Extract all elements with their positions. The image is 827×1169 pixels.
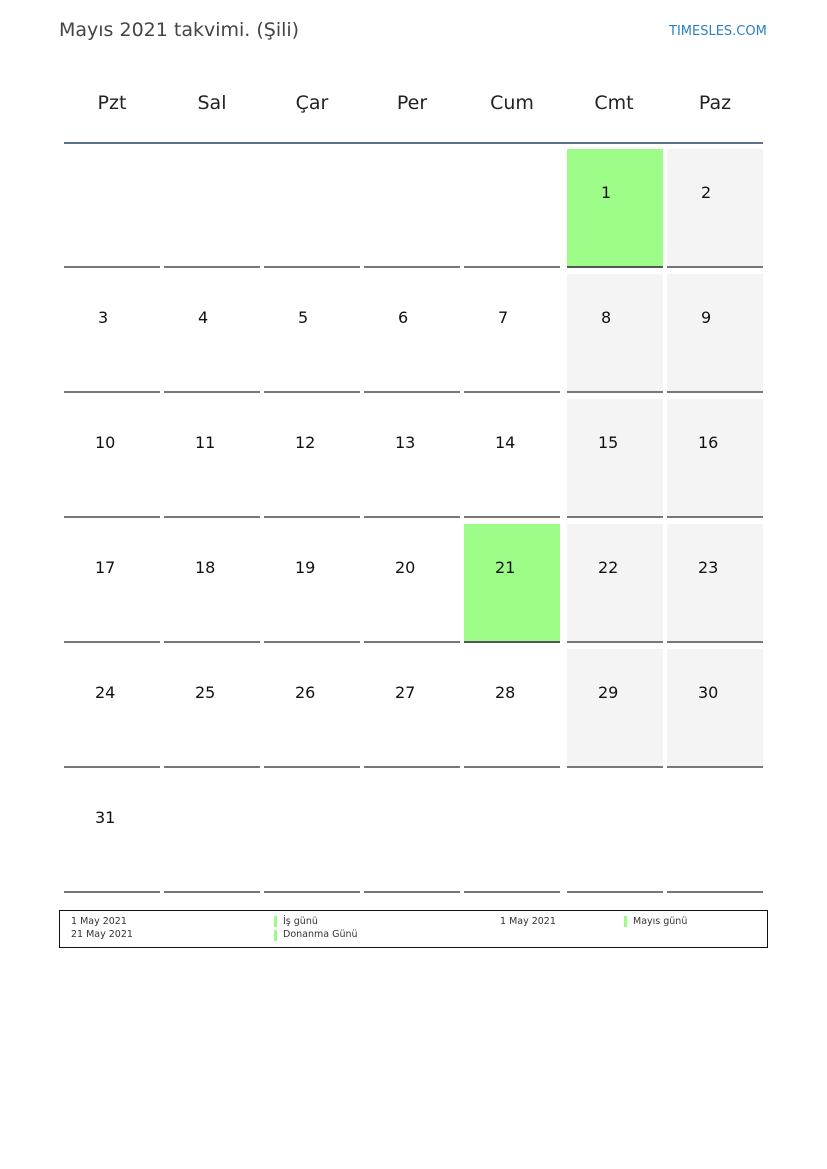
day-number: 10 <box>95 433 116 452</box>
calendar-day-cell <box>364 399 460 518</box>
weekday-thu: Per <box>396 92 428 114</box>
legend-holiday-name: Mayıs günü <box>633 916 688 927</box>
calendar-empty-cell <box>567 774 663 893</box>
day-number: 1 <box>601 183 612 202</box>
legend-date: 1 May 2021 <box>500 916 556 927</box>
day-number: 7 <box>498 308 509 327</box>
day-number: 29 <box>598 683 619 702</box>
legend-holiday-name: İş günü <box>283 916 318 927</box>
calendar-day-cell <box>567 274 663 393</box>
day-number: 11 <box>195 433 216 452</box>
day-number: 4 <box>198 308 209 327</box>
day-number: 26 <box>295 683 316 702</box>
calendar-day-cell <box>264 649 360 768</box>
calendar-empty-cell <box>264 774 360 893</box>
page-title: Mayıs 2021 takvimi. (Şili) <box>59 19 300 41</box>
weekday-tue: Sal <box>197 92 227 114</box>
day-number: 3 <box>98 308 109 327</box>
calendar-day-cell <box>64 524 160 643</box>
calendar-day-cell <box>164 649 260 768</box>
calendar-day-cell <box>264 399 360 518</box>
calendar-day-cell <box>667 649 763 768</box>
day-number: 19 <box>295 558 316 577</box>
day-number: 24 <box>95 683 116 702</box>
day-number: 20 <box>395 558 416 577</box>
calendar-day-cell <box>364 524 460 643</box>
calendar-day-cell <box>667 149 763 268</box>
legend-holiday-name: Donanma Günü <box>283 929 358 940</box>
day-number: 16 <box>698 433 719 452</box>
calendar-day-cell <box>464 399 560 518</box>
calendar-empty-cell <box>464 774 560 893</box>
day-number: 8 <box>601 308 612 327</box>
calendar-day-cell <box>364 649 460 768</box>
calendar-day-cell <box>64 774 160 893</box>
calendar-day-cell <box>164 274 260 393</box>
day-number: 30 <box>698 683 719 702</box>
day-number: 9 <box>701 308 712 327</box>
day-number: 2 <box>701 183 712 202</box>
day-number: 5 <box>298 308 309 327</box>
calendar-day-cell <box>567 399 663 518</box>
calendar-day-cell <box>667 274 763 393</box>
calendar-day-cell <box>567 649 663 768</box>
calendar-day-cell <box>64 399 160 518</box>
legend-color-marker <box>274 930 277 941</box>
day-number: 21 <box>495 558 516 577</box>
day-number: 6 <box>398 308 409 327</box>
day-number: 23 <box>698 558 719 577</box>
legend-date: 1 May 2021 <box>71 916 127 927</box>
calendar-empty-cell <box>364 149 460 268</box>
calendar-empty-cell <box>164 774 260 893</box>
calendar-empty-cell <box>264 149 360 268</box>
calendar-day-cell <box>264 524 360 643</box>
day-number: 14 <box>495 433 516 452</box>
calendar-empty-cell <box>64 149 160 268</box>
weekday-header <box>64 80 764 128</box>
calendar-empty-cell <box>464 149 560 268</box>
calendar-day-cell <box>64 649 160 768</box>
calendar-day-cell <box>567 149 663 268</box>
day-number: 25 <box>195 683 216 702</box>
weekday-fri: Cum <box>490 92 534 114</box>
calendar-day-cell <box>164 399 260 518</box>
holiday-legend <box>59 910 768 948</box>
day-number: 27 <box>395 683 416 702</box>
day-number: 12 <box>295 433 316 452</box>
calendar-day-cell <box>164 524 260 643</box>
calendar-day-cell <box>464 524 560 643</box>
calendar-empty-cell <box>364 774 460 893</box>
calendar-day-cell <box>64 274 160 393</box>
legend-color-marker <box>624 916 627 927</box>
weekday-wed: Çar <box>295 92 329 114</box>
day-number: 22 <box>598 558 619 577</box>
calendar-day-cell <box>464 649 560 768</box>
calendar-day-cell <box>567 524 663 643</box>
day-number: 28 <box>495 683 516 702</box>
day-number: 17 <box>95 558 116 577</box>
header-divider <box>64 142 763 144</box>
brand-link[interactable]: TIMESLES.COM <box>669 24 767 39</box>
calendar-day-cell <box>667 399 763 518</box>
legend-color-marker <box>274 916 277 927</box>
day-number: 13 <box>395 433 416 452</box>
calendar-day-cell <box>464 274 560 393</box>
weekday-sun: Paz <box>698 92 732 114</box>
calendar-day-cell <box>667 524 763 643</box>
day-number: 18 <box>195 558 216 577</box>
calendar-empty-cell <box>667 774 763 893</box>
day-number: 15 <box>598 433 619 452</box>
calendar-day-cell <box>364 274 460 393</box>
weekday-sat: Cmt <box>594 92 634 114</box>
calendar-day-cell <box>264 274 360 393</box>
calendar-empty-cell <box>164 149 260 268</box>
day-number: 31 <box>95 808 116 827</box>
weekday-mon: Pzt <box>97 92 127 114</box>
legend-date: 21 May 2021 <box>71 929 133 940</box>
